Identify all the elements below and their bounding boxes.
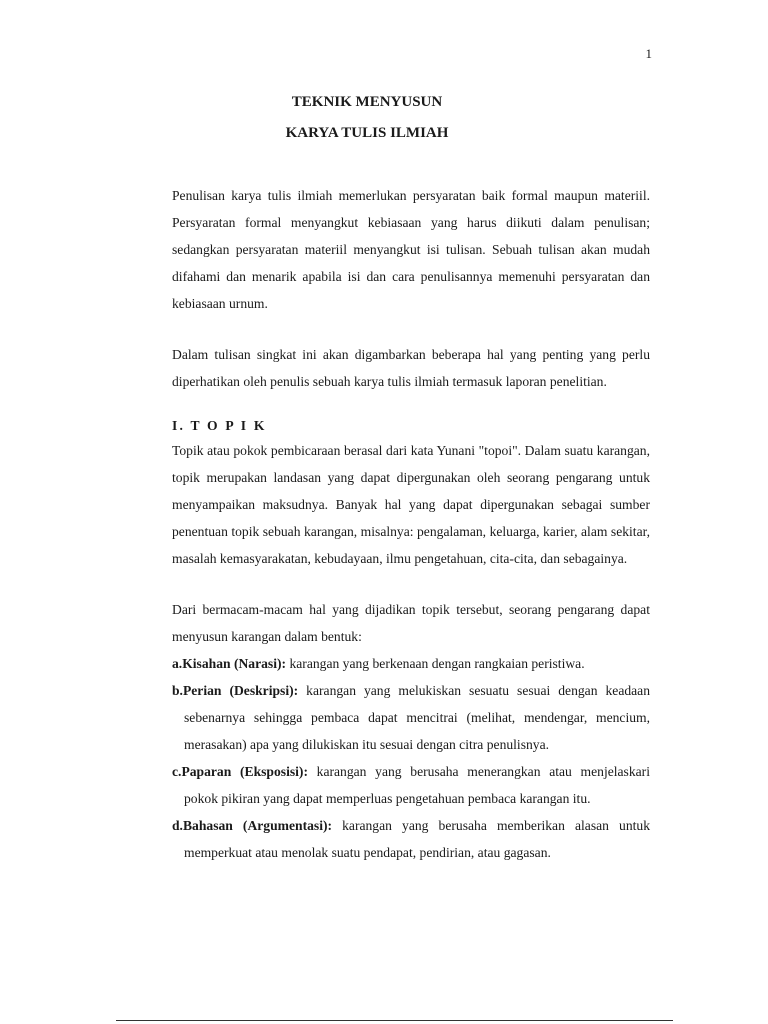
list-item-term: Paparan (Eksposisi): xyxy=(181,764,308,779)
list-item xyxy=(172,758,650,812)
list-item-description: karangan yang berusaha memberikan alasan untuk memperkuat atau menolak suatu pendapat, pendirian, atau gagasan. xyxy=(184,818,650,860)
list-item-term: Bahasan (Argumentasi): xyxy=(182,818,333,833)
intro-paragraph-1: Penulisan karya tulis ilmiah memerlukan persyaratan baik formal maupun materiil. Persyaratan formal menyangkut kebiasaan yang harus diikuti dalam penulisan; sedangkan persyaratan materiil menyangkut isi tulisan. Sebuah tulisan akan mudah difahami dan menarik apabila isi dan cara penulisannya memenuhi persyaratan dan kebiasaan urnum. xyxy=(172,188,650,311)
topik-paragraph-2: Dari bermacam-macam hal yang dijadikan topik tersebut, seorang pengarang dapat menyusun karangan dalam bentuk: xyxy=(172,602,650,644)
list-item-letter: b. xyxy=(172,683,183,698)
document-title-line-1: TEKNIK MENYUSUN xyxy=(291,94,443,110)
list-item-term: Kisahan (Narasi): xyxy=(182,656,287,671)
list-item-letter: c. xyxy=(172,764,182,779)
list-item-letter: d. xyxy=(172,818,183,833)
list-item xyxy=(172,650,650,677)
list-item-term: Perian (Deskripsi): xyxy=(182,683,299,698)
list-item-description: karangan yang berkenaan dengan rangkaian peristiwa. xyxy=(286,656,585,671)
karangan-types-list xyxy=(172,650,650,866)
list-item-description: karangan yang berusaha menerangkan atau menjelaskari pokok pikiran yang dapat memperluas pengetahuan pembaca karangan itu. xyxy=(184,764,650,806)
intro-paragraph-2: Dalam tulisan singkat ini akan digambarkan beberapa hal yang penting yang perlu diperhatikan oleh penulis sebuah karya tulis ilmiah termasuk laporan penelitian. xyxy=(172,347,650,389)
list-item xyxy=(172,812,650,866)
list-item xyxy=(172,677,650,758)
list-item-letter: a. xyxy=(172,656,183,671)
list-item-description: karangan yang melukiskan sesuatu sesuai dengan keadaan sebenarnya sehingga pembaca dapat mencitrai (melihat, mendengar, mencium, merasakan) apa yang dilukiskan itu sesuai dengan citra penulisnya. xyxy=(184,683,651,752)
topik-paragraph-1: Topik atau pokok pembicaraan berasal dari kata Yunani "topoi". Dalam suatu karangan, topik merupakan landasan yang dapat dipergunakan oleh seorang pengarang untuk menyampaikan maksudnya. Banyak hal yang dapat dipergunakan sebagai sumber penentuan topik sebuah karangan, misalnya: pengalaman, keluarga, karier, alam sekitar, masalah kemasyarakatan, kebudayaan, ilmu pengetahuan, cita-cita, dan sebagainya. xyxy=(172,443,650,566)
section-heading-topik: I. T O P I K xyxy=(172,418,267,433)
footer-divider xyxy=(116,1020,673,1021)
document-body xyxy=(172,182,650,866)
page-number: 1 xyxy=(645,46,652,61)
document-title-line-2: KARYA TULIS ILMIAH xyxy=(285,125,449,141)
